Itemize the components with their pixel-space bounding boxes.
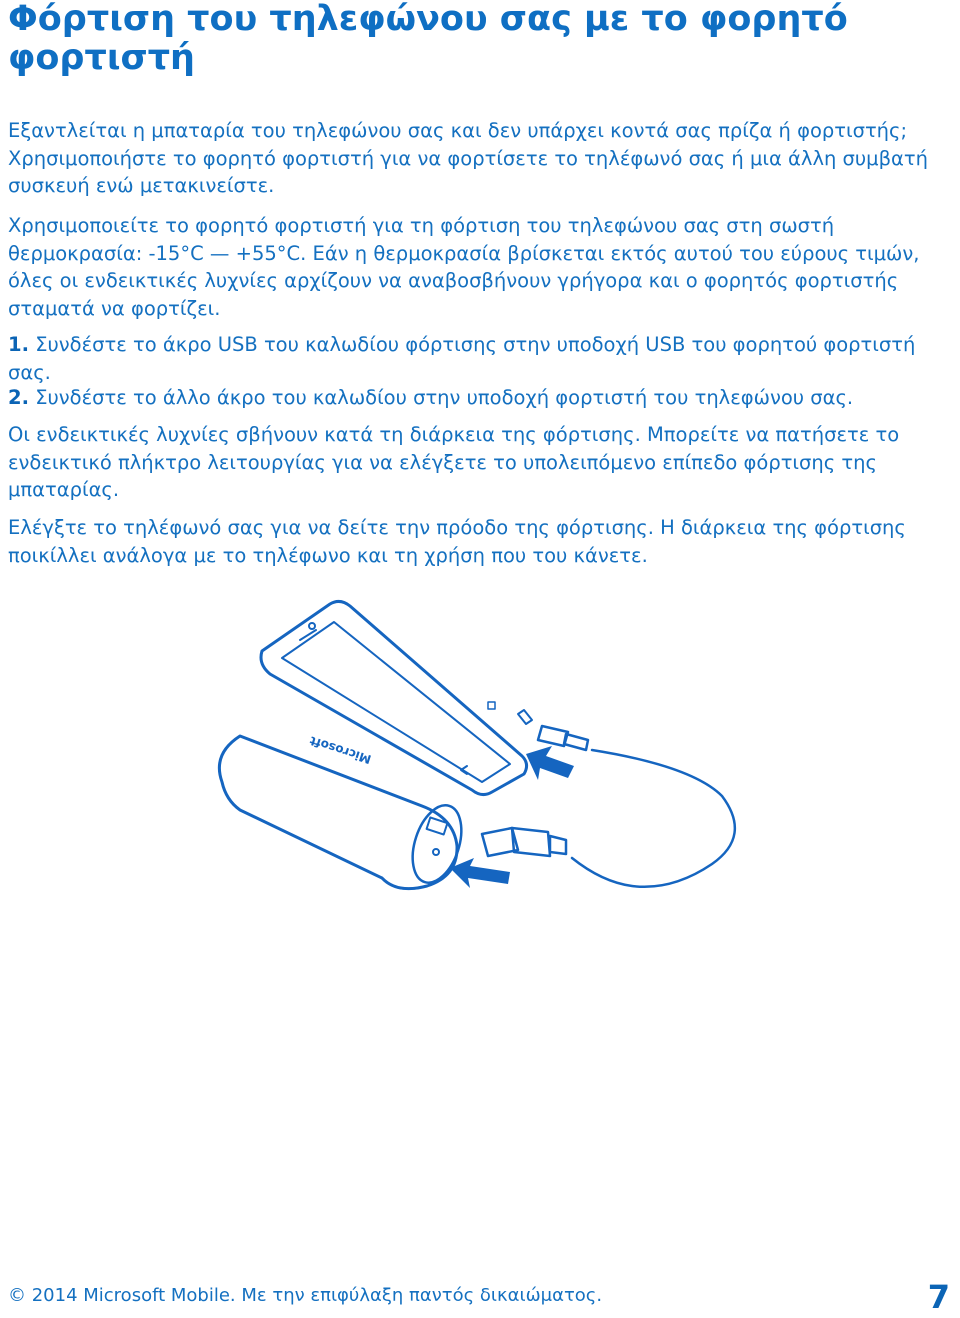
micro-usb-connector-icon [538,726,588,750]
step-2 [8,384,953,412]
charging-cable [572,750,735,887]
page-title: Φόρτιση του τηλεφώνου σας με το φορητό φορτιστή [8,0,848,78]
windows-logo-icon [488,702,495,709]
arrow-to-power-bank-icon [450,858,510,888]
step-1 [8,331,953,386]
charging-illustration [212,596,752,896]
step-1-text: Συνδέστε το άκρο USB του καλωδίου φόρτισης στην υποδοχή USB του φορητού φορτιστή σας. [8,333,916,384]
usb-a-connector-icon [482,828,566,856]
footer-copyright: © 2014 Microsoft Mobile. Με την επιφύλαξη παντός δικαιώματος. [8,1285,603,1306]
step-2-number: 2. [8,386,29,409]
intro-paragraph: Εξαντλείται η μπαταρία του τηλεφώνου σας και δεν υπάρχει κοντά σας πρίζα ή φορτιστής; Χρησιμοποιήστε το φορητό φορτιστή για να φορτίσετε το τηλέφωνό σας ή μια άλλη συμβατή συσκευή ενώ μετακινείστε. [8,119,928,197]
phone-usb-port [518,710,532,724]
temperature-paragraph: Χρησιμοποιείτε το φορητό φορτιστή για τη φόρτιση του τηλεφώνου σας στη σωστή θερμοκρασία: -15°C — +55°C. Εάν η θερμοκρασία βρίσκεται εκτός αυτού του εύρους τιμών, όλες οι ενδεικτικές λυχνίες αρχίζουν να αναβοσβήνουν γρήγορα και ο φορητός φορτιστής σταματά να φορτίζει. [8,214,920,320]
brand-label: Microsoft [308,733,373,767]
step-1-number: 1. [8,333,29,356]
arrow-to-phone-icon [526,746,574,780]
progress-paragraph: Ελέγξτε το τηλέφωνό σας για να δείτε την πρόοδο της φόρτισης. Η διάρκεια της φόρτισης ποικίλλει ανάλογα με το τηλέφωνο και τη χρήση που του κάνετε. [8,516,906,567]
page-number: 7 [927,1278,950,1316]
step-2-text: Συνδέστε το άλλο άκρο του καλωδίου στην υποδοχή φορτιστή του τηλεφώνου σας. [35,386,854,409]
indicator-paragraph: Οι ενδεικτικές λυχνίες σβήνουν κατά τη διάρκεια της φόρτισης. Μπορείτε να πατήσετε το ενδεικτικό πλήκτρο λειτουργίας για να ελέγξετε το υπολειπόμενο επίπεδο φόρτισης της μπαταρίας. [8,423,900,501]
